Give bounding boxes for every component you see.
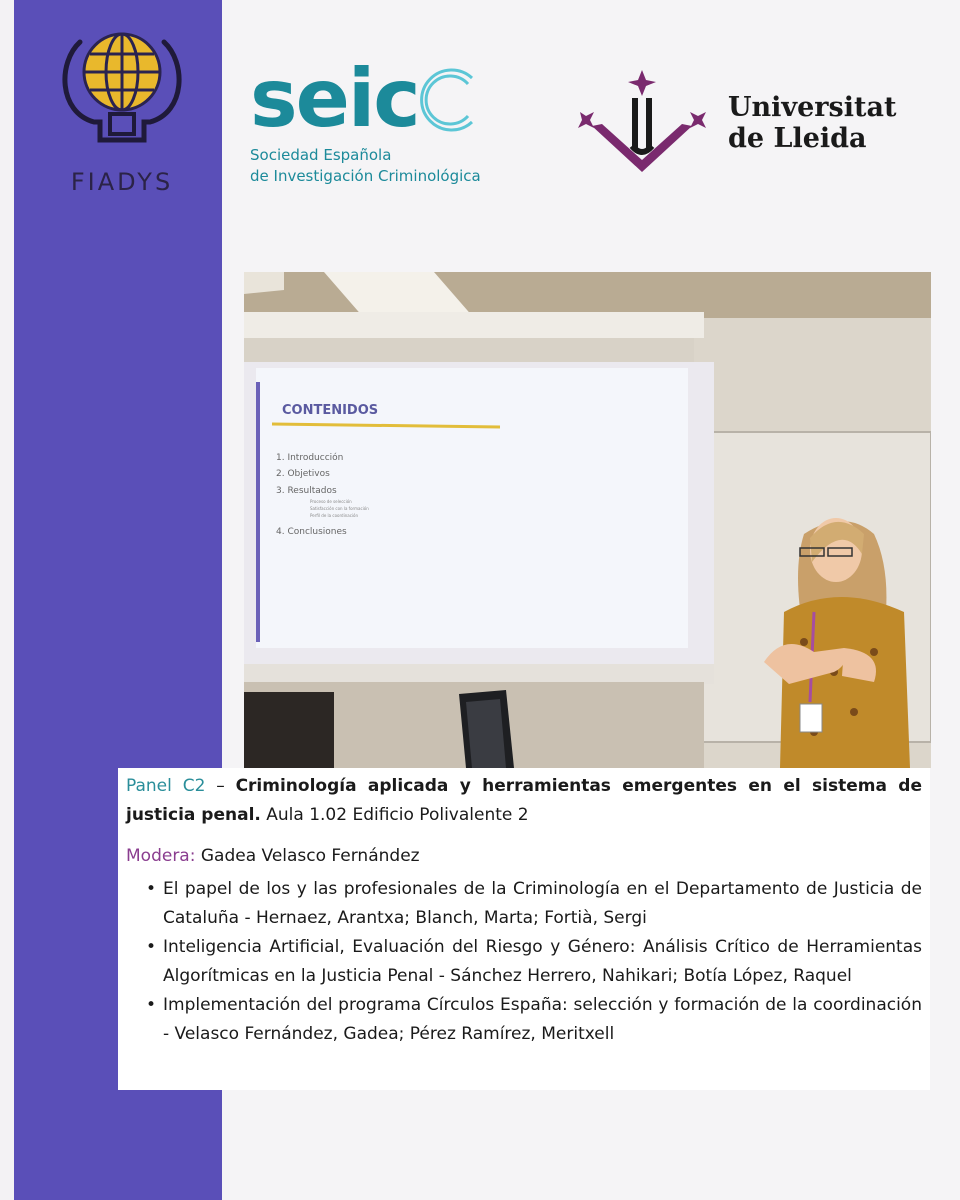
moderator-line xyxy=(126,842,922,871)
panel-dash: – xyxy=(205,776,236,796)
udl-emblem-icon xyxy=(572,68,712,178)
slide-item-1: 1. Introducción xyxy=(276,453,344,463)
list-item xyxy=(146,933,922,991)
moderator-label: Modera: xyxy=(126,846,196,866)
globe-hands-icon xyxy=(52,22,192,162)
fiadys-logo-text: FIADYS xyxy=(70,168,174,196)
slide-item-3: 3. Resultados xyxy=(276,486,337,496)
slide-title: CONTENIDOS xyxy=(282,403,379,418)
talk-text: Inteligencia Artificial, Evaluación del Riesgo y Género: Análisis Crítico de Herramientas Algorítmicas en la Justicia Penal - Sánchez Herrero, Nahikari; Botía López, Raquel xyxy=(163,937,922,986)
panel-info-card xyxy=(118,768,930,1090)
talk-text: El papel de los y las profesionales de la Criminología en el Departamento de Justicia de Cataluña - Hernaez, Arantxa; Blanch, Marta; Fortià, Sergi xyxy=(163,879,922,928)
moderator-name: Gadea Velasco Fernández xyxy=(195,846,420,866)
slide-subitem-2: Satisfacción con la formación xyxy=(310,506,369,511)
bullet-icon: • xyxy=(146,995,157,1015)
seic-subtitle-line2: de Investigación Criminológica xyxy=(250,167,481,185)
photo-scene xyxy=(244,272,931,768)
bullet-icon: • xyxy=(146,937,157,957)
panel-location: Aula 1.02 Edificio Polivalente 2 xyxy=(260,805,529,825)
seic-logo xyxy=(250,60,490,190)
seic-wordmark-text: seic xyxy=(250,60,419,140)
bullet-icon: • xyxy=(146,879,157,899)
udl-name-line2: de Lleida xyxy=(728,123,867,154)
presentation-photo xyxy=(244,272,931,768)
udl-logo xyxy=(572,68,912,178)
seic-wordmark xyxy=(250,60,490,140)
slide-item-2: 2. Objetivos xyxy=(276,469,330,479)
talks-list xyxy=(126,875,922,1049)
panel-heading xyxy=(126,772,922,830)
list-item xyxy=(146,875,922,933)
udl-name-line1: Universitat xyxy=(728,92,897,123)
fiadys-logo xyxy=(52,22,192,202)
udl-name xyxy=(728,92,896,154)
panel-title: Criminología aplicada y herramientas emergentes en el sistema de justicia penal. xyxy=(126,776,922,825)
slide-subitem-1: Proceso de selección xyxy=(310,499,352,504)
talk-text: Implementación del programa Círculos España: selección y formación de la coordinación - Velasco Fernández, Gadea; Pérez Ramírez, Meritxell xyxy=(163,995,922,1044)
slide-item-4: 4. Conclusiones xyxy=(276,527,347,537)
list-item xyxy=(146,991,922,1049)
slide-subitem-3: Perfil de la coordinación xyxy=(310,513,358,518)
seic-subtitle-line1: Sociedad Española xyxy=(250,146,392,164)
panel-label: Panel C2 xyxy=(126,776,206,796)
